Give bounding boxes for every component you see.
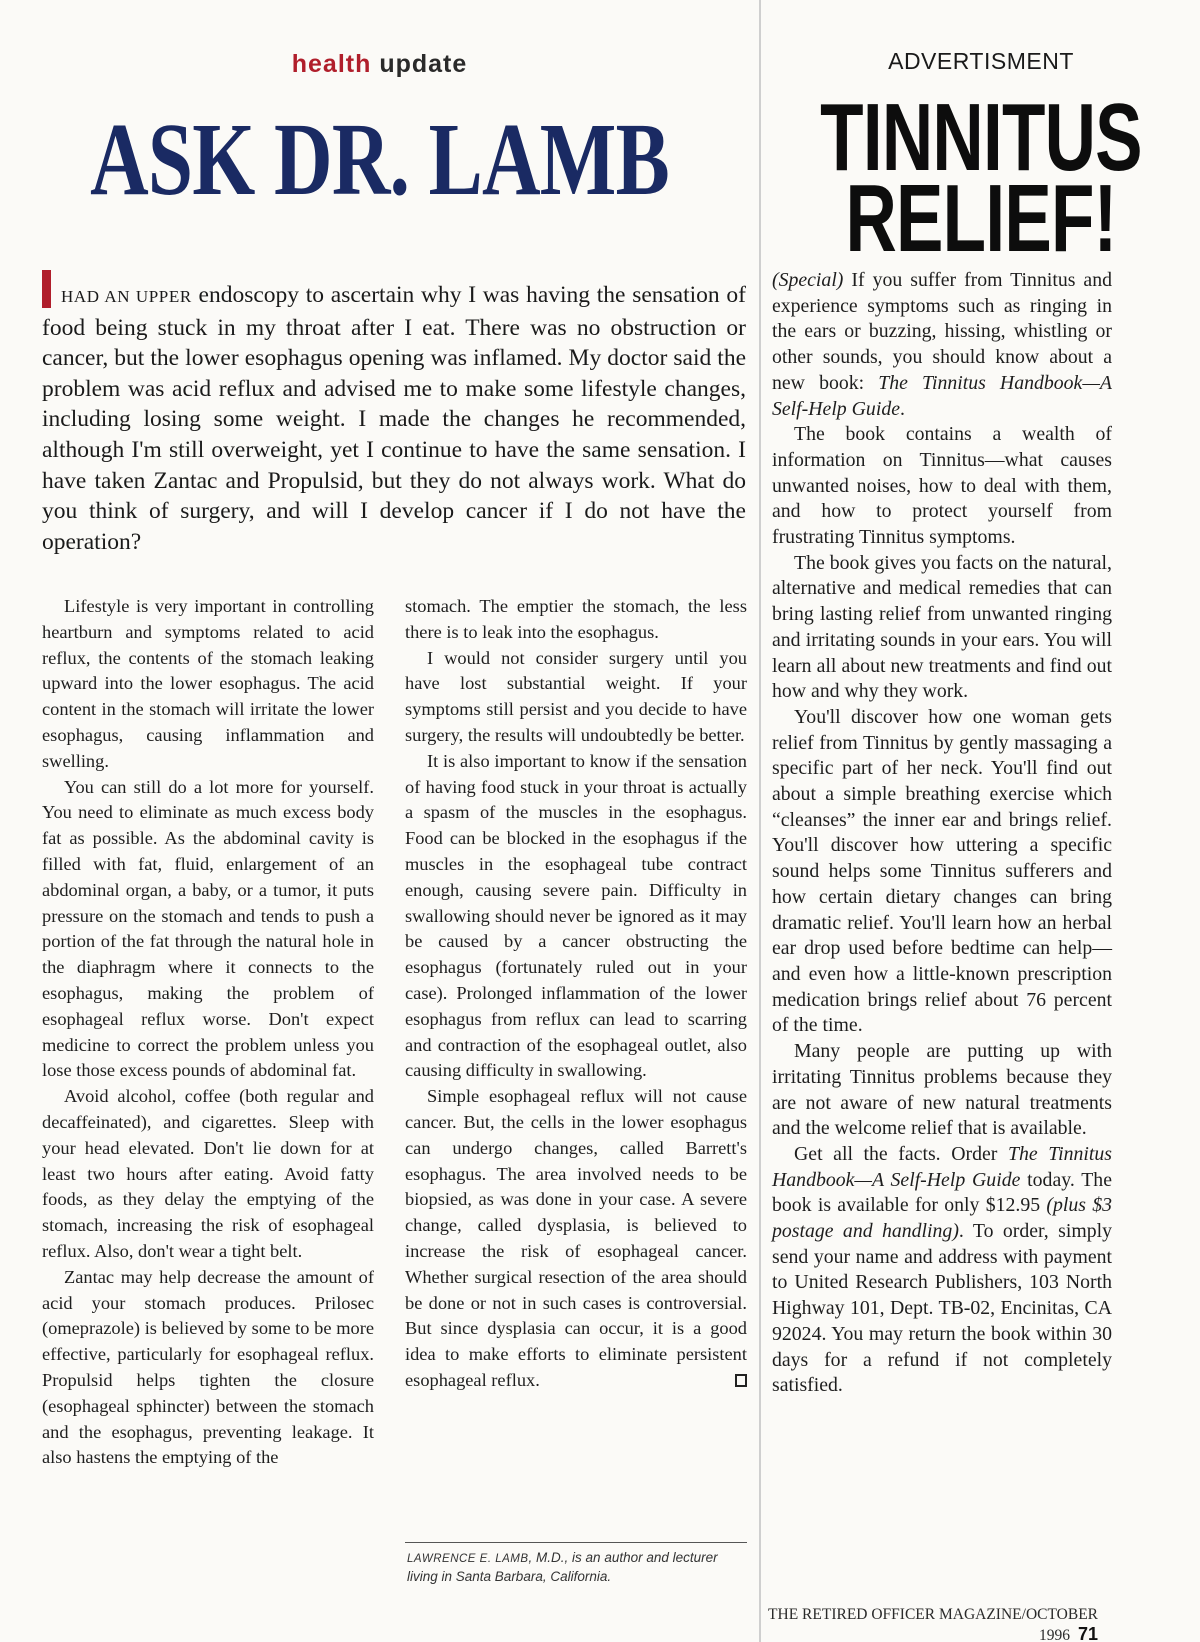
author-bio [407, 1549, 747, 1585]
drop-cap-bar [42, 270, 51, 308]
question-body: endoscopy to ascertain why I was having the sensation of food being stuck in my throat after I eat. There was no obstruction or cancer, but the lower esophagus opening was inflamed. My doctor said the problem was acid reflux and advised me to make some lifestyle changes, including losing some weight. I made the changes he recommended, although I'm still overweight, yet I continue to have the same sensation. I have taken Zantac and Propulsid, but they do not always work. What do you think of surgery, and will I develop cancer if I do not have the operation? [42, 282, 746, 555]
ad-text: Get all the facts. Order [794, 1142, 1008, 1165]
answer-paragraph: Zantac may help decrease the amount of acid your stomach produces. Prilosec (omeprazole) is believed by some to be more effective, particularly for esophageal reflux. Propulsid helps tighten the closure (esophageal sphincter) between the stomach and the esophagus, preventing leakage. It also hastens the emptying of the [42, 1266, 374, 1468]
bio-rule [405, 1542, 747, 1543]
author-name: LAWRENCE E. LAMB [407, 1553, 529, 1565]
ad-book-title: The Tinnitus Handbook—A Self-Help Guide [772, 1142, 1112, 1191]
ad-paragraph: The book gives you facts on the natural, alternative and medical remedies that can bring lasting relief from unwanted ringing and irritating sounds in your ears. You will learn all about new treatments and find out how and why they work. [772, 551, 1112, 703]
ad-text: . [900, 397, 905, 420]
ad-text: today. The book is available for only $12.95 [772, 1168, 1112, 1217]
answer-paragraph [405, 1084, 747, 1394]
page-number: 71 [1077, 1624, 1098, 1642]
section-kicker [0, 50, 759, 79]
ad-postage-note: (plus $3 postage and handling) [772, 1194, 1113, 1243]
reader-question [42, 270, 746, 557]
ad-headline-line-1: TINNITUS [820, 84, 1142, 191]
article-title: ASK DR. LAMB [90, 102, 669, 217]
magazine-credit: THE RETIRED OFFICER MAGAZINE/OCTOBER 1996 [768, 1606, 1098, 1642]
kicker-update: update [379, 50, 468, 78]
ad-paragraph [772, 1142, 1112, 1399]
ad-paragraph [772, 268, 1112, 422]
question-smallcaps: HAD AN UPPER [61, 287, 192, 306]
ad-book-title: The Tinnitus Handbook—A Self-Help Guide [772, 371, 1112, 420]
advertisement-label: ADVERTISMENT [888, 48, 1074, 74]
ad-special-tag: (Special) [772, 269, 844, 291]
ad-text: . To order, simply send your name and address with payment to United Research Publishers, 103 North Highway 101, Dept. TB-02, Encinitas, CA 92024. You may return the book within 30 days for a refund if not completely satisfied. [772, 1220, 1112, 1397]
answer-column-2 [405, 594, 747, 1394]
column-divider [759, 0, 761, 1642]
page-footer [762, 1606, 1098, 1642]
answer-column-1 [42, 594, 374, 1471]
ad-paragraph: The book contains a wealth of information on Tinnitus—what causes unwanted noises, how to deal with them, and how to protect yourself from frustrating Tinnitus symptoms. [772, 423, 1112, 549]
answer-paragraph: I would not consider surgery until you have lost substantial weight. If your symptoms still persist and you decide to have surgery, the results will undoubtedly be better. [405, 647, 747, 745]
end-of-article-mark [735, 1374, 747, 1387]
ad-text: If you suffer from Tinnitus and experience symptoms such as ringing in the ears or buzzing, hissing, whistling or other sounds, you should know about a new book: [772, 269, 1112, 394]
answer-paragraph: Avoid alcohol, coffee (both regular and decaffeinated), and cigarettes. Sleep with your head elevated. Don't lie down for at least two hours after eating. Avoid fatty foods, as they delay the emptying of the stomach, increasing the risk of esophageal reflux. Also, don't wear a tight belt. [42, 1086, 374, 1261]
ad-body [772, 268, 1112, 1399]
answer-paragraph: stomach. The emptier the stomach, the less there is to leak into the esophagus. [405, 596, 747, 642]
answer-paragraph: Lifestyle is very important in controlling heartburn and symptoms related to acid reflux, the contents of the stomach leaking upward into the lower esophagus. The acid content in the stomach will irritate the lower esophagus, causing inflammation and swelling. [42, 596, 374, 771]
ad-paragraph: Many people are putting up with irritating Tinnitus problems because they are not aware of new natural treatments and the welcome relief that is available. [772, 1040, 1112, 1140]
ad-paragraph: You'll discover how one woman gets relief from Tinnitus by gently massaging a specific part of her neck. You'll find out about a simple breathing exercise which “cleanses” the inner ear and brings relief. You'll discover how uttering a specific sound helps some Tinnitus sufferers and how certain dietary changes can bring dramatic relief. You'll learn how an herbal ear drop used before bedtime can help—and even how a little-known prescription medication brings relief about 76 percent of the time. [772, 705, 1112, 1037]
author-bio-text: , M.D., is an author and lecturer living in Santa Barbara, California. [407, 1550, 718, 1584]
answer-paragraph: You can still do a lot more for yourself. You need to eliminate as much excess body fat as possible. As the abdominal cavity is filled with fat, fluid, enlargement of an abdominal organ, a baby, or a tumor, it puts pressure on the stomach and tends to push a portion of the fat through the natural hole in the diaphragm where it connects to the esophagus, making the problem of esophageal reflux worse. Don't expect medicine to correct the problem unless you lose those excess pounds of abdominal fat. [42, 776, 374, 1081]
kicker-health: health [291, 50, 372, 78]
answer-paragraph-text: Simple esophageal reflux will not cause cancer. But, the cells in the lower esophagus can undergo changes, called Barrett's esophagus. The area involved needs to be biopsied, as was done in your case. A severe change, called dysplasia, is believed to increase the risk of esophageal cancer. Whether surgical resection of the area should be done or not in such cases is controversial. But since dysplasia can occur, it is a good idea to make efforts to eliminate persistent esophageal reflux. [405, 1086, 747, 1390]
answer-paragraph: It is also important to know if the sensation of having food stuck in your throat is actually a spasm of the muscles in the esophagus. Food can be blocked in the esophagus if the muscles in the esophageal tube contract enough, causing severe pain. Difficulty in swallowing should never be ignored as it may be caused by a cancer obstructing the esophagus (fortunately ruled out in your case). Prolonged inflammation of the lower esophagus from reflux can lead to scarring and contraction of the esophageal outlet, also causing difficulty in swallowing. [405, 750, 747, 1081]
ad-headline-line-2: RELIEF! [845, 165, 1117, 272]
